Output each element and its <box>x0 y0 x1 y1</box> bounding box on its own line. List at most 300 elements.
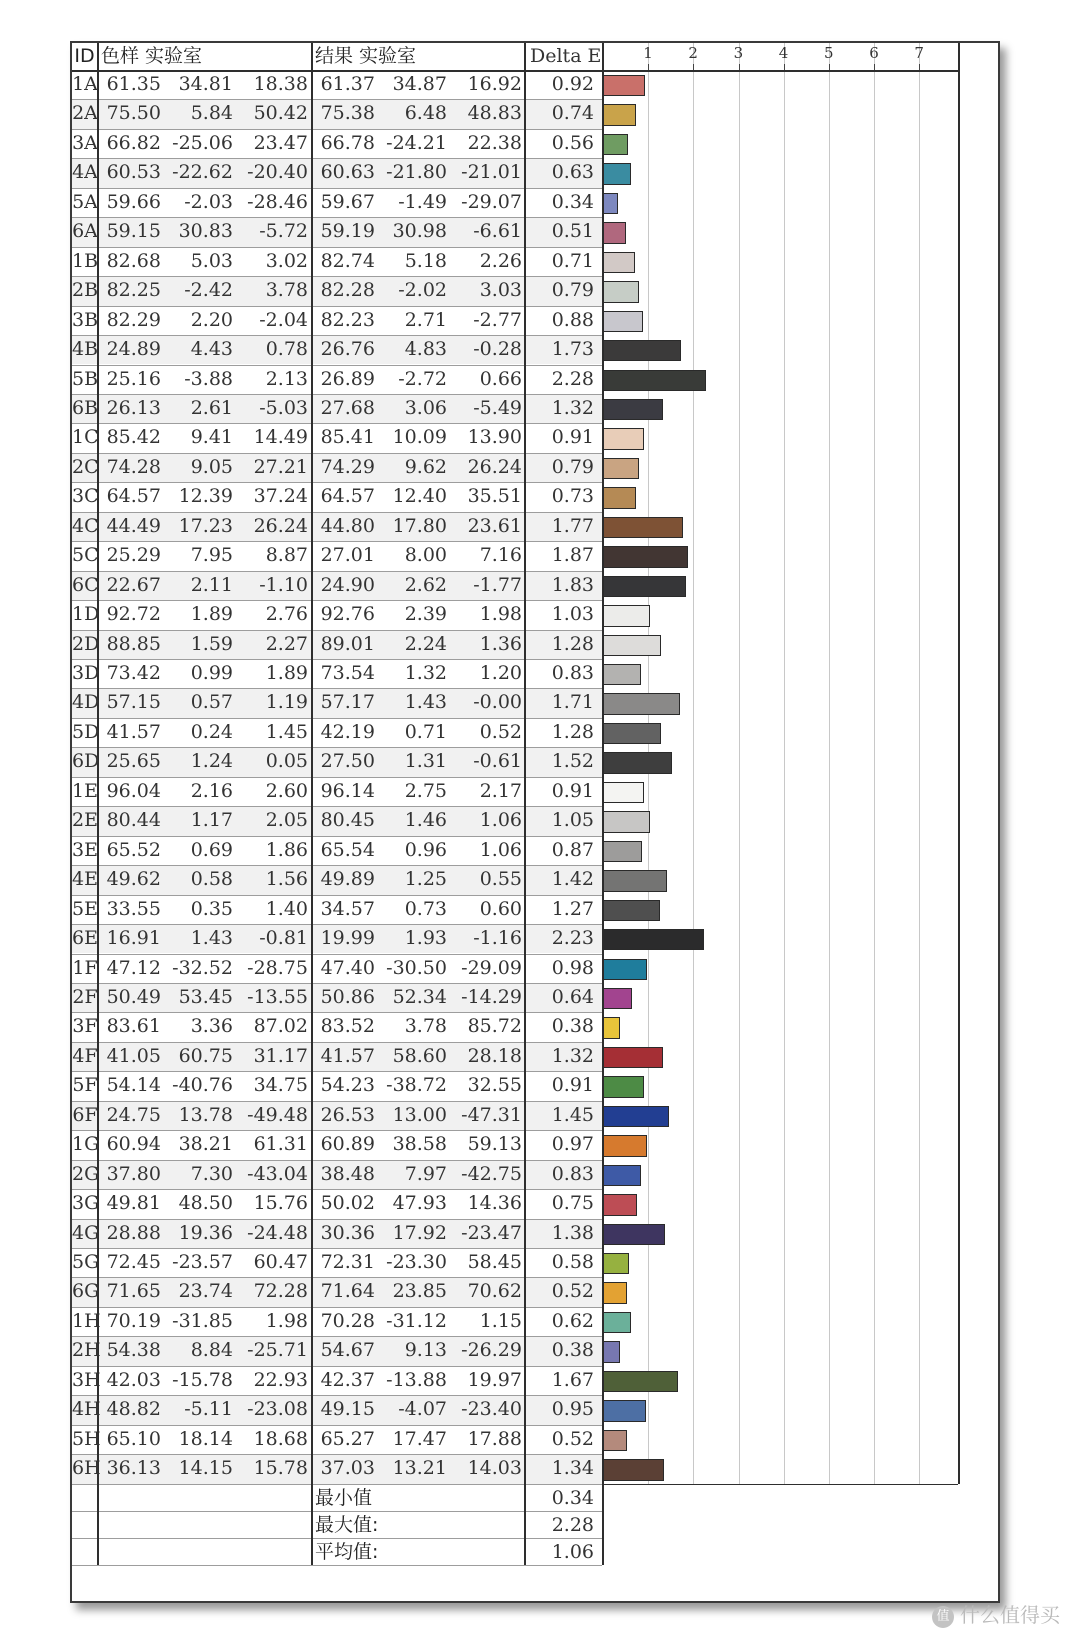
summary-value: 2.28 <box>551 1513 594 1536</box>
summary-divider <box>72 1565 602 1566</box>
result-lab-value: 0.66 <box>479 367 522 390</box>
row-divider <box>72 600 602 601</box>
delta-e-bar <box>603 723 661 744</box>
result-lab-value: 82.23 <box>320 308 375 331</box>
delta-e-bar <box>603 1224 665 1245</box>
sample-lab-value: 72.28 <box>253 1280 308 1303</box>
row-id: 6C <box>72 573 99 596</box>
row-divider <box>72 158 602 159</box>
sample-lab-value: 2.11 <box>190 573 233 596</box>
sample-lab-value: 82.29 <box>106 308 161 331</box>
result-lab-value: 54.67 <box>320 1339 375 1362</box>
delta-e-value: 0.51 <box>551 220 594 243</box>
sample-lab-value: 1.45 <box>265 720 308 743</box>
row-divider <box>72 1101 602 1102</box>
sample-lab-value: 7.95 <box>190 544 233 567</box>
sample-lab-value: 22.67 <box>106 573 161 596</box>
delta-e-value: 1.42 <box>551 868 594 891</box>
result-lab-value: 85.41 <box>320 426 375 449</box>
row-id: 2C <box>72 455 99 478</box>
delta-e-bar <box>603 281 639 302</box>
delta-e-bar <box>603 75 645 96</box>
sample-lab-value: 26.24 <box>253 514 308 537</box>
result-lab-value: -23.40 <box>461 1398 522 1421</box>
sample-lab-value: 60.53 <box>106 161 161 184</box>
result-lab-value: 1.15 <box>479 1309 522 1332</box>
sample-lab-value: 0.78 <box>265 338 308 361</box>
result-lab-value: 65.54 <box>320 838 375 861</box>
sample-lab-value: 9.41 <box>190 426 233 449</box>
sample-lab-value: -28.75 <box>247 956 308 979</box>
result-lab-value: 54.23 <box>320 1074 375 1097</box>
result-lab-value: 13.00 <box>392 1103 447 1126</box>
row-id: 4E <box>72 868 98 891</box>
sample-lab-value: 0.99 <box>190 662 233 684</box>
row-divider <box>72 1425 602 1426</box>
sample-lab-value: 24.75 <box>106 1103 161 1126</box>
result-lab-value: 3.78 <box>404 1015 447 1038</box>
row-id: 3A <box>72 131 98 154</box>
row-divider <box>72 865 602 866</box>
row-id: 3G <box>72 1192 100 1215</box>
result-lab-value: 17.47 <box>392 1427 447 1450</box>
row-id: 3E <box>72 838 98 861</box>
delta-e-value: 1.77 <box>551 514 594 537</box>
summary-value: 1.06 <box>551 1540 594 1563</box>
sample-lab-value: 80.44 <box>106 809 161 832</box>
delta-e-value: 1.52 <box>551 750 594 773</box>
sample-lab-value: 73.42 <box>106 662 161 684</box>
result-lab-value: -2.72 <box>398 367 447 390</box>
result-lab-value: 2.24 <box>404 632 447 655</box>
row-divider <box>72 1366 602 1367</box>
result-lab-value: 82.28 <box>320 279 375 302</box>
row-id: 6F <box>72 1103 98 1126</box>
result-lab-value: 13.21 <box>392 1457 447 1480</box>
sample-lab-value: 87.02 <box>253 1015 308 1038</box>
delta-e-value: 1.38 <box>551 1221 594 1244</box>
delta-e-bar <box>603 1017 620 1038</box>
row-divider <box>72 1395 602 1396</box>
result-lab-value: 28.18 <box>467 1044 522 1067</box>
sample-lab-value: 14.49 <box>253 426 308 449</box>
result-lab-value: 1.43 <box>404 691 447 714</box>
delta-e-value: 0.52 <box>551 1280 594 1303</box>
row-divider <box>72 453 602 454</box>
result-lab-value: -6.61 <box>473 220 522 243</box>
result-lab-value: 1.06 <box>479 809 522 832</box>
sample-lab-value: 47.12 <box>106 956 161 979</box>
result-lab-value: 14.03 <box>467 1457 522 1480</box>
result-lab-value: 66.78 <box>320 131 375 154</box>
delta-e-bar <box>603 959 647 980</box>
sample-lab-value: -5.11 <box>184 1398 233 1421</box>
sample-lab-value: 82.68 <box>106 249 161 272</box>
delta-e-bar <box>603 487 636 508</box>
row-divider <box>72 129 602 130</box>
result-lab-value: 26.24 <box>467 455 522 478</box>
delta-e-report-table <box>70 41 1000 1603</box>
row-divider <box>72 365 602 366</box>
sample-lab-value: -20.40 <box>247 161 308 184</box>
chart-gridline <box>693 43 694 1484</box>
delta-e-bar <box>603 193 618 214</box>
result-lab-value: 89.01 <box>320 632 375 655</box>
result-lab-value: 74.29 <box>320 455 375 478</box>
sample-lab-value: 0.35 <box>190 897 233 920</box>
result-lab-value: -23.47 <box>461 1221 522 1244</box>
delta-e-value: 0.74 <box>551 102 594 125</box>
sample-lab-value: 15.78 <box>253 1457 308 1480</box>
sample-lab-value: -31.85 <box>172 1309 233 1332</box>
delta-e-bar <box>603 811 650 832</box>
sample-lab-value: 12.39 <box>178 485 233 508</box>
chart-axis-tick-label: 1 <box>643 44 653 62</box>
delta-e-bar <box>603 1430 627 1451</box>
sample-lab-value: -2.03 <box>184 190 233 213</box>
sample-lab-value: 5.03 <box>190 249 233 272</box>
delta-e-value: 0.73 <box>551 485 594 508</box>
result-lab-value: 1.25 <box>404 868 447 891</box>
sample-lab-value: -22.62 <box>172 161 233 184</box>
result-lab-value: 47.93 <box>392 1192 447 1215</box>
row-id: 2H <box>72 1339 101 1362</box>
result-lab-value: 26.76 <box>320 338 375 361</box>
sample-lab-value: 54.38 <box>106 1339 161 1362</box>
delta-e-bar <box>603 782 644 803</box>
row-id: 1F <box>72 956 98 979</box>
result-lab-value: -26.29 <box>461 1339 522 1362</box>
result-lab-value: 0.73 <box>404 897 447 920</box>
delta-e-bar <box>603 104 636 125</box>
row-id: 2G <box>72 1162 100 1185</box>
row-divider <box>72 482 602 483</box>
delta-e-value: 0.75 <box>551 1192 594 1215</box>
result-lab-value: 49.89 <box>320 868 375 891</box>
delta-e-bar <box>603 1165 641 1186</box>
sample-lab-value: 50.49 <box>106 985 161 1008</box>
result-lab-value: 57.17 <box>320 691 375 714</box>
result-lab-value: 65.27 <box>320 1427 375 1450</box>
row-id: 6E <box>72 927 98 950</box>
sample-lab-value: 41.05 <box>106 1044 161 1067</box>
result-lab-value: 4.83 <box>404 338 447 361</box>
row-divider <box>72 423 602 424</box>
delta-e-bar <box>603 252 635 273</box>
row-id: 3C <box>72 485 99 508</box>
row-divider <box>72 836 602 837</box>
result-lab-value: -5.49 <box>473 396 522 419</box>
result-lab-value: 24.90 <box>320 573 375 596</box>
delta-e-value: 1.45 <box>551 1103 594 1126</box>
sample-lab-value: 1.40 <box>265 897 308 920</box>
result-lab-value: 1.46 <box>404 809 447 832</box>
result-lab-value: 60.63 <box>320 161 375 184</box>
result-lab-value: 0.52 <box>479 720 522 743</box>
result-lab-value: 50.02 <box>320 1192 375 1215</box>
result-lab-value: -42.75 <box>461 1162 522 1185</box>
row-divider <box>72 394 602 395</box>
result-lab-value: 30.98 <box>392 220 447 243</box>
row-divider <box>72 806 602 807</box>
delta-e-bar <box>603 870 667 891</box>
result-lab-value: 32.55 <box>467 1074 522 1097</box>
sample-lab-value: 28.88 <box>106 1221 161 1244</box>
sample-lab-value: 17.23 <box>178 514 233 537</box>
sample-lab-value: 3.36 <box>190 1015 233 1038</box>
row-id: 6B <box>72 396 99 419</box>
result-lab-value: 7.97 <box>404 1162 447 1185</box>
header-id: ID <box>74 45 95 67</box>
sample-lab-value: -25.06 <box>172 131 233 154</box>
result-lab-value: -21.80 <box>386 161 447 184</box>
sample-lab-value: 83.61 <box>106 1015 161 1038</box>
row-divider <box>72 99 602 100</box>
result-lab-value: 0.71 <box>404 720 447 743</box>
result-lab-value: 8.00 <box>404 544 447 567</box>
delta-e-value: 0.91 <box>551 426 594 449</box>
chart-gridline <box>874 43 875 1484</box>
result-lab-value: -14.29 <box>461 985 522 1008</box>
sample-lab-value: -1.10 <box>259 573 308 596</box>
result-lab-value: 70.62 <box>467 1280 522 1303</box>
row-divider <box>72 512 602 513</box>
delta-e-bar <box>603 1459 664 1480</box>
chart-axis-tick-label: 4 <box>778 44 789 62</box>
sample-lab-value: 38.21 <box>178 1133 233 1156</box>
delta-e-bar <box>603 1135 647 1156</box>
row-divider <box>72 688 602 689</box>
watermark <box>932 1599 1060 1628</box>
delta-e-value: 1.03 <box>551 603 594 626</box>
sample-lab-value: 75.50 <box>106 102 161 125</box>
result-lab-value: 42.37 <box>320 1368 375 1391</box>
row-divider <box>72 1277 602 1278</box>
row-divider <box>72 217 602 218</box>
delta-e-bar <box>603 399 663 420</box>
result-lab-value: 16.92 <box>467 73 522 95</box>
result-lab-value: -23.30 <box>386 1251 447 1273</box>
sample-lab-value: -23.57 <box>172 1251 233 1273</box>
delta-e-value: 0.64 <box>551 985 594 1008</box>
delta-e-value: 0.98 <box>551 956 594 979</box>
delta-e-bar <box>603 841 642 862</box>
row-divider <box>72 718 602 719</box>
sample-lab-value: 25.65 <box>106 750 161 773</box>
result-lab-value: 27.50 <box>320 750 375 773</box>
result-lab-value: 0.60 <box>479 897 522 920</box>
delta-e-value: 0.79 <box>551 279 594 302</box>
delta-e-bar <box>603 929 704 950</box>
row-id: 3B <box>72 308 99 331</box>
row-id: 5D <box>72 720 100 743</box>
sample-lab-value: 1.19 <box>265 691 308 714</box>
sample-lab-value: 2.05 <box>265 809 308 832</box>
sample-lab-value: 42.03 <box>106 1368 161 1391</box>
delta-e-bar <box>603 1253 629 1274</box>
sample-lab-value: 60.75 <box>178 1044 233 1067</box>
result-lab-value: 1.98 <box>479 603 522 626</box>
result-lab-value: 37.03 <box>320 1457 375 1480</box>
sample-lab-value: 25.16 <box>106 367 161 390</box>
row-divider <box>72 1336 602 1337</box>
delta-e-value: 1.28 <box>551 632 594 655</box>
delta-e-value: 1.32 <box>551 1044 594 1067</box>
row-id: 2A <box>72 102 98 125</box>
result-lab-value: 9.62 <box>404 455 447 478</box>
summary-label: 平均值: <box>315 1540 379 1563</box>
result-lab-value: -31.12 <box>386 1309 447 1332</box>
sample-lab-value: 1.24 <box>190 750 233 773</box>
result-lab-value: 38.58 <box>392 1133 447 1156</box>
sample-lab-value: 14.15 <box>178 1457 233 1480</box>
sample-lab-value: 44.49 <box>106 514 161 537</box>
sample-lab-value: -5.03 <box>259 396 308 419</box>
result-lab-value: 71.64 <box>320 1280 375 1303</box>
sample-lab-value: 8.87 <box>265 544 308 567</box>
row-id: 2F <box>72 985 98 1008</box>
header-sample-lab: 色样 实验室 <box>101 45 203 67</box>
result-lab-value: -1.16 <box>473 927 522 950</box>
result-lab-value: 30.36 <box>320 1221 375 1244</box>
row-divider <box>72 659 602 660</box>
row-divider <box>72 1160 602 1161</box>
row-id: 5G <box>72 1251 100 1273</box>
result-lab-value: 2.75 <box>404 779 447 802</box>
delta-e-value: 1.67 <box>551 1368 594 1391</box>
sample-lab-value: 34.81 <box>178 73 233 95</box>
row-divider <box>72 895 602 896</box>
delta-e-value: 0.52 <box>551 1427 594 1450</box>
result-lab-value: -29.07 <box>461 190 522 213</box>
sample-lab-value: 18.38 <box>253 73 308 95</box>
delta-e-bar <box>603 1106 669 1127</box>
delta-e-bar <box>603 1282 627 1303</box>
row-id: 4F <box>72 1044 98 1067</box>
sample-lab-value: 59.15 <box>106 220 161 243</box>
sample-lab-value: 3.02 <box>265 249 308 272</box>
result-lab-value: -0.00 <box>473 691 522 714</box>
sample-lab-value: 1.43 <box>190 927 233 950</box>
chart-axis-tick-label: 3 <box>733 44 744 62</box>
sample-lab-value: 59.66 <box>106 190 161 213</box>
result-lab-value: -4.07 <box>398 1398 447 1421</box>
delta-e-bar <box>603 1312 631 1333</box>
delta-e-value: 0.62 <box>551 1309 594 1332</box>
sample-lab-value: -3.88 <box>184 367 233 390</box>
row-id: 1H <box>72 1309 101 1332</box>
watermark-text: 什么值得买 <box>960 1603 1060 1627</box>
delta-e-value: 1.05 <box>551 809 594 832</box>
result-lab-value: 42.19 <box>320 720 375 743</box>
sample-lab-value: 2.61 <box>190 396 233 419</box>
result-lab-value: 10.09 <box>392 426 447 449</box>
result-lab-value: 34.87 <box>392 73 447 95</box>
result-lab-value: 58.45 <box>467 1251 522 1273</box>
sample-lab-value: 4.43 <box>190 338 233 361</box>
delta-e-value: 0.83 <box>551 662 594 684</box>
row-divider <box>72 335 602 336</box>
row-id: 4B <box>72 338 99 361</box>
result-lab-value: 1.31 <box>404 750 447 773</box>
column-divider <box>958 43 960 1484</box>
delta-e-value: 0.83 <box>551 1162 594 1185</box>
delta-e-value: 1.27 <box>551 897 594 920</box>
sample-lab-value: 60.47 <box>253 1251 308 1273</box>
row-id: 6D <box>72 750 100 773</box>
result-lab-value: 60.89 <box>320 1133 375 1156</box>
row-id: 6A <box>72 220 98 243</box>
result-lab-value: 61.37 <box>320 73 375 95</box>
sample-lab-value: 48.50 <box>178 1192 233 1215</box>
delta-e-value: 2.28 <box>551 367 594 390</box>
sample-lab-value: 2.16 <box>190 779 233 802</box>
result-lab-value: 44.80 <box>320 514 375 537</box>
delta-e-bar <box>603 340 681 361</box>
delta-e-bar <box>603 1047 663 1068</box>
sample-lab-value: 65.52 <box>106 838 161 861</box>
sample-lab-value: 41.57 <box>106 720 161 743</box>
watermark-logo-icon: 值 <box>932 1606 954 1628</box>
header-delta-e: Delta E <box>530 45 602 67</box>
row-divider <box>72 1012 602 1013</box>
sample-lab-value: 1.17 <box>190 809 233 832</box>
row-id: 5F <box>72 1074 98 1097</box>
row-id: 4A <box>72 161 98 184</box>
sample-lab-value: 34.75 <box>253 1074 308 1097</box>
row-divider <box>72 1307 602 1308</box>
delta-e-value: 1.32 <box>551 396 594 419</box>
summary-divider <box>72 1511 602 1512</box>
sample-lab-value: -40.76 <box>172 1074 233 1097</box>
result-lab-value: 1.36 <box>479 632 522 655</box>
row-divider <box>72 276 602 277</box>
header-divider <box>72 70 958 72</box>
sample-lab-value: 74.28 <box>106 455 161 478</box>
chart-axis-tick-label: 6 <box>869 44 879 62</box>
sample-lab-value: 23.47 <box>253 131 308 154</box>
result-lab-value: 26.89 <box>320 367 375 390</box>
sample-lab-value: 88.85 <box>106 632 161 655</box>
row-id: 1B <box>72 249 99 272</box>
result-lab-value: 49.15 <box>320 1398 375 1421</box>
result-lab-value: 2.39 <box>404 603 447 626</box>
delta-e-bar <box>603 1194 637 1215</box>
sample-lab-value: 57.15 <box>106 691 161 714</box>
chart-gridline <box>784 43 785 1484</box>
delta-e-value: 1.34 <box>551 1457 594 1480</box>
row-id: 5A <box>72 190 98 213</box>
result-lab-value: 19.99 <box>320 927 375 950</box>
sample-lab-value: 92.72 <box>106 603 161 626</box>
result-lab-value: 75.38 <box>320 102 375 125</box>
sample-lab-value: 65.10 <box>106 1427 161 1450</box>
sample-lab-value: 66.82 <box>106 131 161 154</box>
delta-e-value: 0.88 <box>551 308 594 331</box>
row-id: 1A <box>72 73 98 95</box>
delta-e-value: 0.63 <box>551 161 594 184</box>
sample-lab-value: 53.45 <box>178 985 233 1008</box>
sample-lab-value: 2.27 <box>265 632 308 655</box>
sample-lab-value: 72.45 <box>106 1251 161 1273</box>
result-lab-value: 83.52 <box>320 1015 375 1038</box>
sample-lab-value: -0.81 <box>259 927 308 950</box>
result-lab-value: 2.62 <box>404 573 447 596</box>
sample-lab-value: -28.46 <box>247 190 308 213</box>
result-lab-value: 92.76 <box>320 603 375 626</box>
sample-lab-value: -5.72 <box>259 220 308 243</box>
column-divider <box>524 43 526 1565</box>
